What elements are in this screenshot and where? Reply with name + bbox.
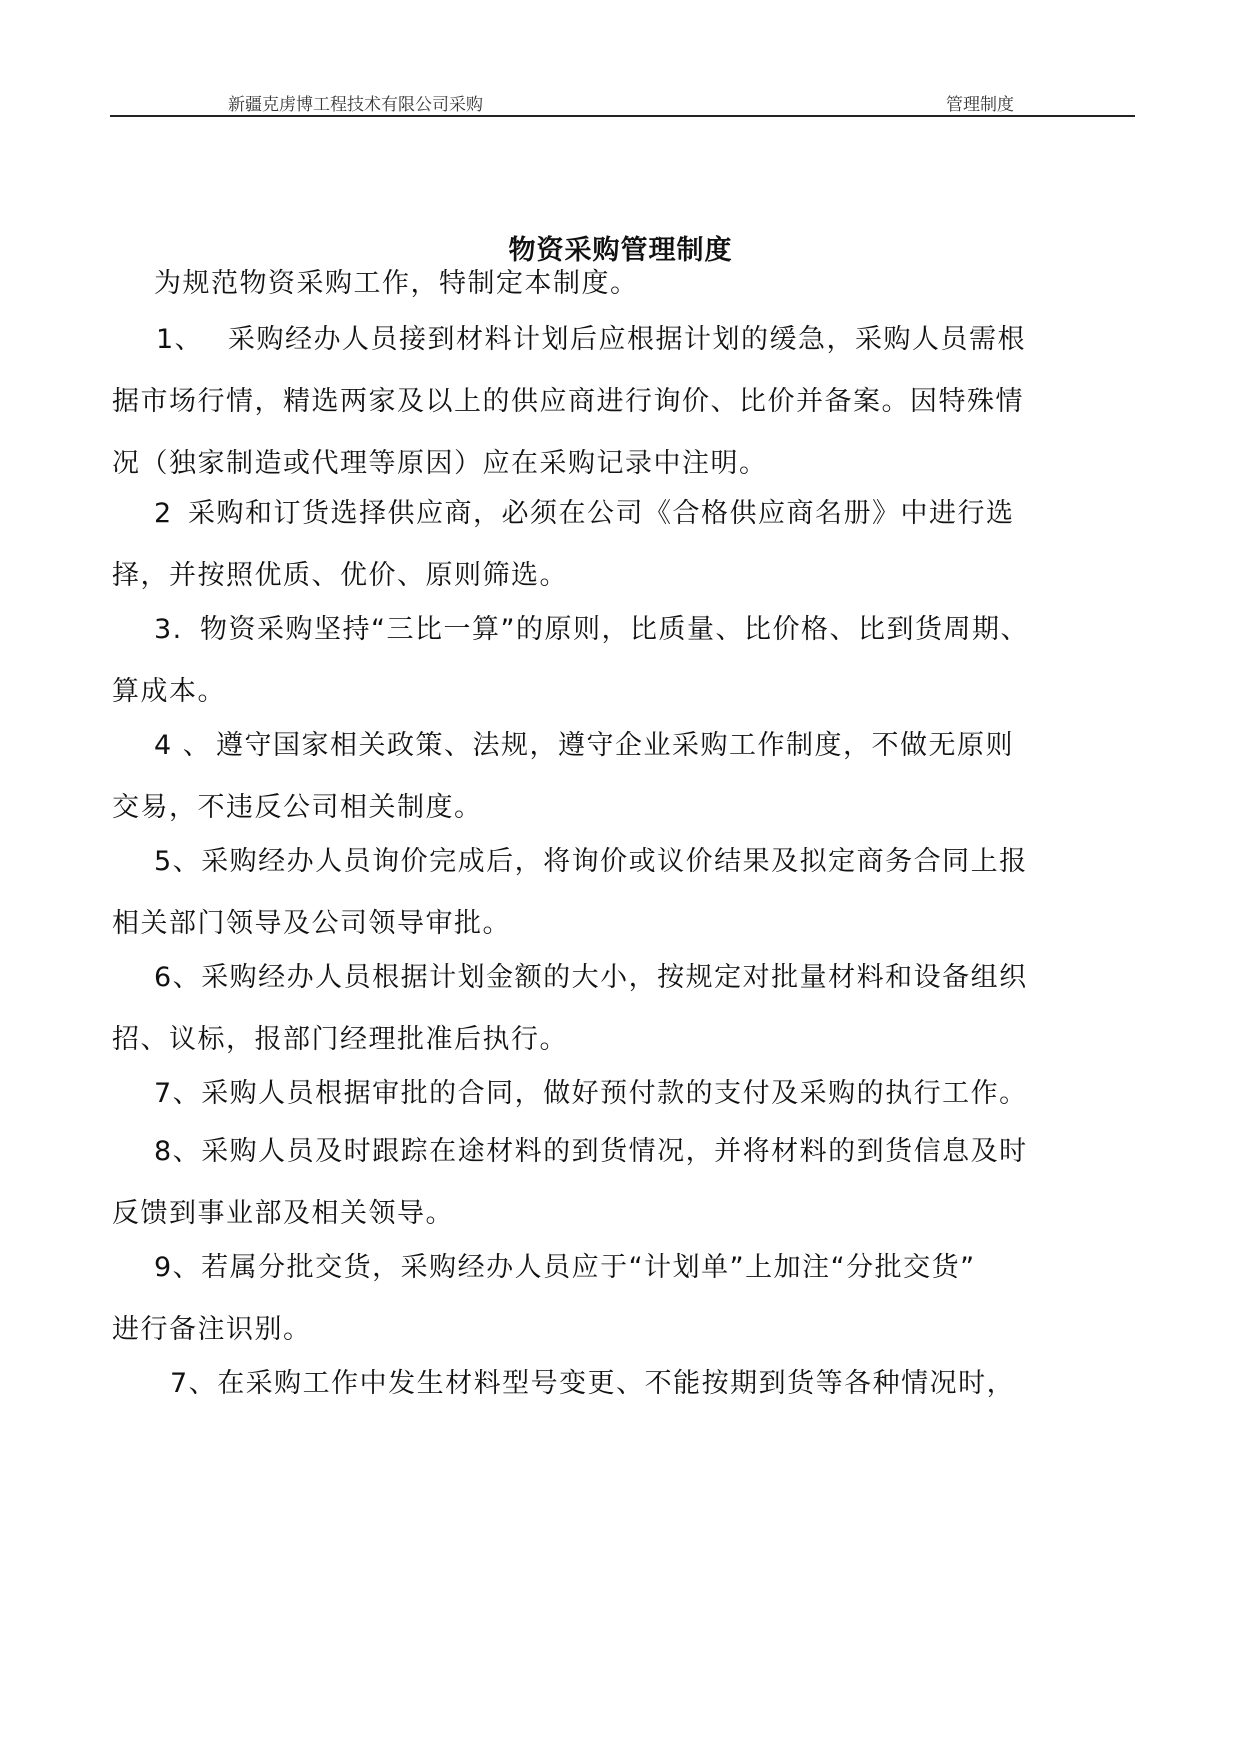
clause-text: 择，并按照优质、优价、原则筛选。	[112, 560, 568, 591]
header-divider	[110, 115, 1135, 117]
clause-text: 物资采购坚持“三比一算”的原则，比质量、比价格、比到货周期、	[200, 614, 1029, 645]
clause-text: 采购经办人员接到材料计划后应根据计划的缓急，采购人员需根	[228, 324, 1026, 355]
clause-text: 况（独家制造或代理等原因）应在采购记录中注明。	[112, 448, 768, 479]
header-section: 管理制度	[946, 95, 1014, 115]
clause-4	[112, 715, 1142, 839]
clause-number: 5、	[154, 846, 202, 877]
clause-number: 7、	[154, 1078, 202, 1109]
clause-line	[112, 1353, 1142, 1415]
clause-text: 相关部门领导及公司领导审批。	[112, 908, 511, 939]
clause-line	[112, 1063, 1142, 1125]
clause-text: 进行备注识别。	[112, 1314, 312, 1345]
clause-text: 采购经办人员根据计划金额的大小，按规定对批量材料和设备组织	[201, 962, 1028, 993]
clause-number: 3.	[154, 614, 183, 645]
clause-line	[112, 309, 1142, 371]
clause-9	[112, 1237, 1142, 1361]
clause-1	[112, 309, 1142, 495]
clause-number: 4 、	[154, 730, 212, 761]
clause-6	[112, 947, 1142, 1071]
clause-text: 算成本。	[112, 676, 226, 707]
clause-text: 若属分批交货，采购经办人员应于“计划单”上加注“分批交货”	[201, 1252, 976, 1283]
clause-2	[112, 483, 1142, 607]
page-header	[110, 86, 1132, 116]
clause-5	[112, 831, 1142, 955]
clause-line	[112, 1237, 1142, 1299]
clause-text: 采购人员及时跟踪在途材料的到货情况，并将材料的到货信息及时	[201, 1136, 1028, 1167]
intro-text: 为规范物资采购工作，特制定本制度。	[154, 268, 639, 299]
clause-text: 招、议标，报部门经理批准后执行。	[112, 1024, 568, 1055]
document-title: 物资采购管理制度	[508, 235, 733, 266]
clause-number: 6、	[154, 962, 202, 993]
clause-line	[112, 599, 1142, 661]
clause-line	[112, 831, 1142, 893]
clause-10	[112, 1353, 1142, 1415]
header-company: 新疆克虏博工程技术有限公司采购	[228, 95, 483, 115]
clause-text: 在采购工作中发生材料型号变更、不能按期到货等各种情况时，	[217, 1368, 1016, 1399]
clause-line	[112, 947, 1142, 1009]
clause-text: 采购人员根据审批的合同，做好预付款的支付及采购的执行工作。	[201, 1078, 1028, 1109]
clause-line	[112, 715, 1142, 777]
clause-7	[112, 1063, 1142, 1125]
intro-paragraph	[112, 253, 1184, 315]
clause-text: 遵守国家相关政策、法规，遵守企业采购工作制度，不做无原则	[216, 730, 1014, 761]
clause-text: 采购经办人员询价完成后，将询价或议价结果及拟定商务合同上报	[201, 846, 1028, 877]
clause-number: 8、	[154, 1136, 202, 1167]
clause-number: 9、	[154, 1252, 202, 1283]
clause-8	[112, 1121, 1142, 1245]
clause-line	[112, 1121, 1142, 1183]
clause-text: 据市场行情，精选两家及以上的供应商进行询价、比价并备案。因特殊情	[112, 386, 1024, 417]
clause-number: 2	[154, 498, 173, 529]
clause-number: 1、	[156, 324, 204, 355]
clause-line	[112, 483, 1142, 545]
clause-text: 反馈到事业部及相关领导。	[112, 1198, 454, 1229]
clause-number: 7、	[170, 1368, 218, 1399]
clause-3	[112, 599, 1142, 723]
clause-text: 采购和订货选择供应商，必须在公司《合格供应商名册》中进行选	[188, 498, 1015, 529]
clause-text: 交易，不违反公司相关制度。	[112, 792, 483, 823]
